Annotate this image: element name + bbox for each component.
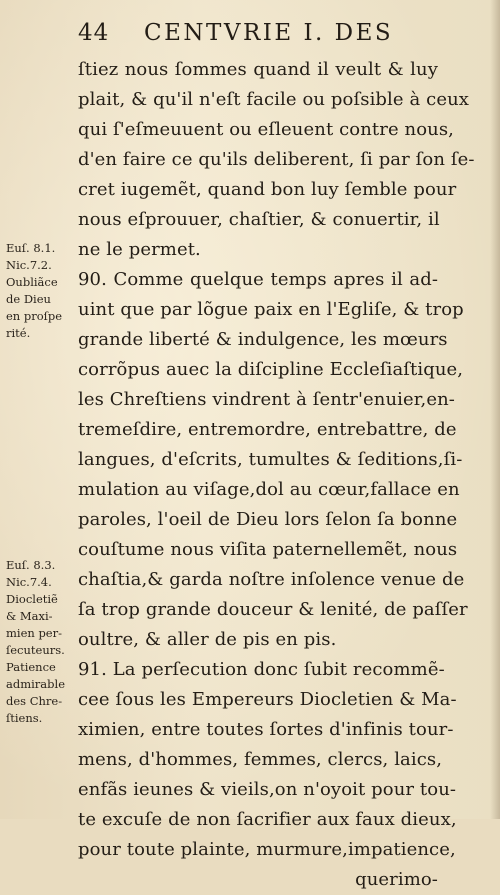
text-line: mens, d'hommes, femmes, clercs, laics, (78, 749, 443, 770)
margin-note-line: en proſpe (6, 309, 63, 323)
text-line: langues, d'eſcrits, tumultes & ſeditions,ſi- (78, 449, 463, 470)
margin-note-line: Euſ. 8.3. (6, 558, 56, 572)
text-line: cee ſous les Empereurs Diocletien & Ma- (78, 689, 457, 710)
margin-note-line: Patience (6, 660, 56, 674)
text-line: corrõpus auec la diſcipline Eccleſiaſtique, (78, 359, 464, 380)
margin-note-line: mien per- (6, 626, 63, 640)
margin-note-line: Diocletiẽ (6, 592, 58, 606)
margin-note-90 (6, 240, 76, 342)
text-line: enfãs ieunes & vieils,on n'oyoit pour tou- (78, 779, 457, 800)
running-head: CENTVRIE I. DES (144, 20, 394, 46)
text-line: plait, & qu'il n'eſt facile ou poſsible à ceux (78, 89, 470, 110)
margin-note-line: & Maxi- (6, 609, 53, 623)
text-line: uint que par lõgue paix en l'Egliſe, & trop (78, 299, 464, 320)
text-line: couſtume nous viſita paternellemẽt, nous (78, 539, 458, 560)
text-line: nous eſprouuer, chaſtier, & conuertir, il (78, 209, 440, 230)
catchword: querimo- (355, 869, 438, 890)
text-line: oultre, & aller de pis en pis. (78, 629, 337, 650)
margin-note-line: des Chre- (6, 694, 63, 708)
margin-note-line: Euſ. 8.1. (6, 241, 56, 255)
text-line: les Chreſtiens vindrent à ſentr'enuier,en- (78, 389, 455, 410)
text-line: cret iugemẽt, quand bon luy ſemble pour (78, 179, 457, 200)
body-text (78, 55, 475, 895)
margin-note-line: de Dieu (6, 292, 51, 306)
margin-note-line: Oubliãce (6, 275, 58, 289)
margin-note-line: ſtiens. (6, 711, 43, 725)
paragraph-91-start: 91. La perſecution donc ſubit recommẽ- (78, 659, 445, 680)
text-line: ne le permet. (78, 239, 201, 260)
margin-note-line: ſecuteurs. (6, 643, 65, 657)
text-line: d'en faire ce qu'ils deliberent, ſi par ſon ſe- (78, 149, 475, 170)
text-line: ſtiez nous ſommes quand il veult & luy (78, 59, 438, 80)
text-line: pour toute plainte, murmure,impatience, (78, 839, 456, 860)
text-line: chaſtia,& garda noſtre inſolence venue de (78, 569, 465, 590)
text-line: paroles, l'oeil de Dieu lors ſelon ſa bonne (78, 509, 458, 530)
margin-note-line: Nic.7.2. (6, 258, 52, 272)
text-line: ſa trop grande douceur & lenité, de paſſer (78, 599, 468, 620)
text-line: ximien, entre toutes ſortes d'infinis tour- (78, 719, 454, 740)
margin-note-line: admirable (6, 677, 65, 691)
margin-note-line: rité. (6, 326, 31, 340)
text-line: qui ſ'eſmeuuent ou eſleuent contre nous, (78, 119, 454, 140)
text-line: grande liberté & indulgence, les mœurs (78, 329, 448, 350)
margin-note-line: Nic.7.4. (6, 575, 52, 589)
text-line: mulation au viſage,dol au cœur,fallace en (78, 479, 460, 500)
text-line: te excuſe de non ſacrifier aux faux dieux, (78, 809, 457, 830)
page-number: 44 (78, 20, 110, 46)
text-line: tremeſdire, entremordre, entrebattre, de (78, 419, 457, 440)
paragraph-90-start: 90. Comme quelque temps apres il ad- (78, 269, 438, 290)
margin-note-91 (6, 557, 76, 727)
